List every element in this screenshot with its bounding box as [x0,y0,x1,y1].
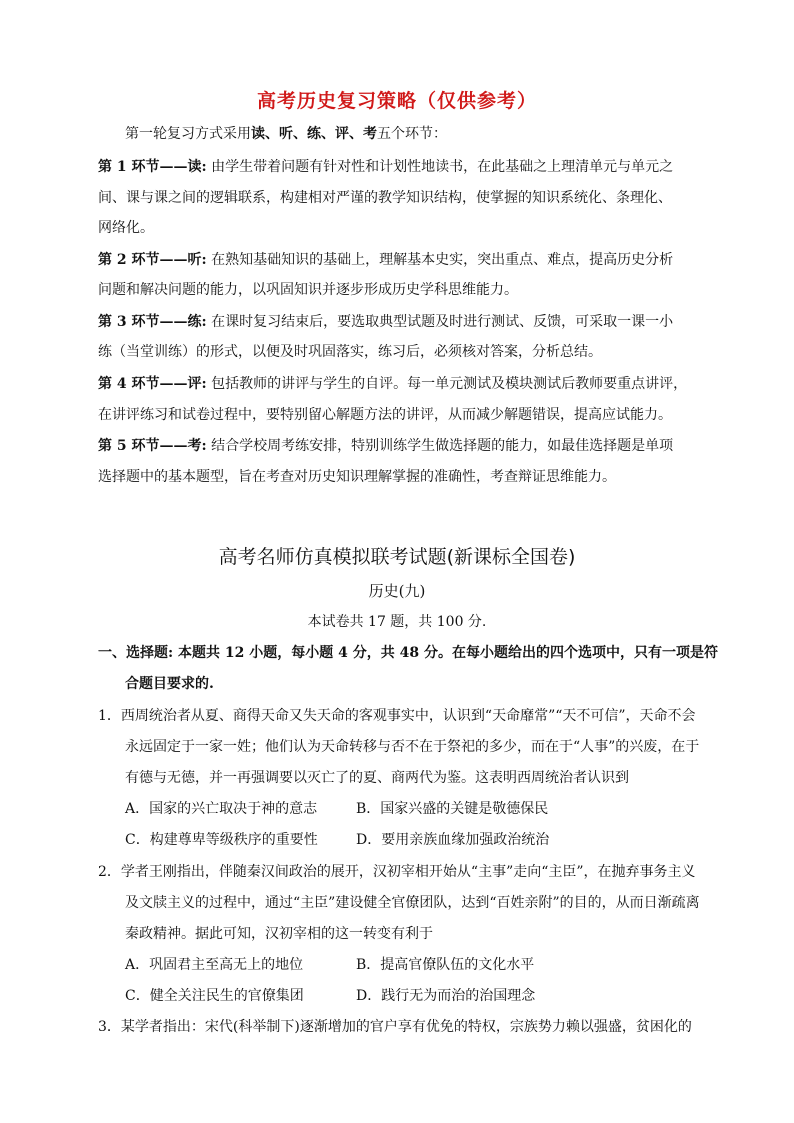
step-3-line-2: 练（当堂训练）的形式，以便及时巩固落实，练习后，必须核对答案，分析总结。 [98,344,602,360]
strategy-title: 高考历史复习策略（仅供参考） [256,90,537,112]
step-1-line-2: 间、课与课之间的逻辑联系，构建相对严谨的教学知识结构，使掌握的知识系统化、条理化、 [98,190,672,206]
step-1-text: 由学生带着问题有针对性和计划性地读书，在此基础之上理清单元与单元之 [206,159,674,175]
step-2-line-1 [98,250,673,270]
step-2-line-2: 问题和解决问题的能力，以巩固知识并逐步形成历史学科思维能力。 [98,282,518,298]
step-5-line-2: 选择题中的基本题型，旨在考查对历史知识理解掌握的准确性，考查辩证思维能力。 [98,469,616,485]
q2-option-a: A．巩固君主至高无上的地位 [125,957,304,973]
step-4-line-1 [98,374,687,394]
q2-option-b: B．提高官僚队伍的文化水平 [356,957,535,973]
q2-line-3: 秦政精神。据此可知，汉初宰相的这一转变有利于 [125,926,433,942]
step-3-line-1 [98,312,673,332]
step-1-line-3: 网络化。 [98,220,154,236]
q2-line-2: 及文牍主义的过程中，通过“主臣”建设健全官僚团队，达到“百姓亲附”的目的，从而日渐疏离 [125,895,700,911]
q1-option-d: D．要用亲族血缘加强政治统治 [356,832,550,848]
strategy-intro [125,124,447,144]
intro-post: 五个环节： [377,126,447,142]
exam-subject: 历史(九) [368,582,426,600]
intro-pre: 第一轮复习方式采用 [125,126,251,142]
q3-line-1: 3．某学者指出：宋代(科举制下)逐渐增加的官户享有优免的特权，宗族势力赖以强盛，贫困化的 [98,1019,692,1035]
section-heading-line-1: 一、选择题: 本题共 12 小题，每小题 4 分，共 48 分。在每小题给出的四个选项中，只有一项是符 [98,645,718,661]
section-heading-line-2: 合题目要求的. [125,676,214,692]
q1-option-b: B．国家兴盛的关键是敬德保民 [356,801,549,817]
step-5-text: 结合学校周考练安排，特别训练学生做选择题的能力，如最佳选择题是单项 [206,438,674,454]
q2-line-1: 2．学者王刚指出，伴随秦汉间政治的展开，汉初宰相开始从“主事”走向“主臣”，在抛弃事务主义 [98,864,696,880]
exam-title: 高考名师仿真模拟联考试题(新课标全国卷) [218,546,576,568]
q1-line-1: 1．西周统治者从夏、商得天命又失天命的客观事实中，认识到“天命靡常”“天不可信”，天命不会 [98,708,696,724]
q1-line-3: 有德与无德，并一再强调要以灭亡了的夏、商两代为鉴。这表明西周统治者认识到 [125,770,629,786]
step-3-label: 第 3 环节——练: [98,314,207,330]
step-5-line-1 [98,436,673,456]
q2-option-c: C．健全关注民生的官僚集团 [125,988,304,1004]
step-1-line-1 [98,157,673,177]
q1-line-2: 永远固定于一家一姓；他们认为天命转移与否不在于祭祀的多少，而在于“人事”的兴废，在于 [125,739,700,755]
step-3-text: 在课时复习结束后，要选取典型试题及时进行测试、反馈，可采取一课一小 [206,314,674,330]
q1-option-a: A．国家的兴亡取决于神的意志 [125,801,318,817]
exam-info: 本试卷共 17 题，共 100 分. [307,614,487,630]
step-1-label: 第 1 环节——读: [98,159,207,175]
step-4-line-2: 在讲评练习和试卷过程中，要特别留心解题方法的讲评，从而减少解题错误，提高应试能力。 [98,407,672,423]
q2-option-d: D．践行无为而治的治国理念 [356,988,536,1004]
step-4-label: 第 4 环节——评: [98,376,207,392]
step-2-text: 在熟知基础知识的基础上，理解基本史实，突出重点、难点，提高历史分析 [206,252,674,268]
step-4-text: 包括教师的讲评与学生的自评。每一单元测试及模块测试后教师要重点讲评， [206,376,688,392]
intro-bold: 读、听、练、评、考 [251,126,377,142]
step-5-label: 第 5 环节——考: [98,438,207,454]
q1-option-c: C．构建尊卑等级秩序的重要性 [125,832,318,848]
step-2-label: 第 2 环节——听: [98,252,207,268]
